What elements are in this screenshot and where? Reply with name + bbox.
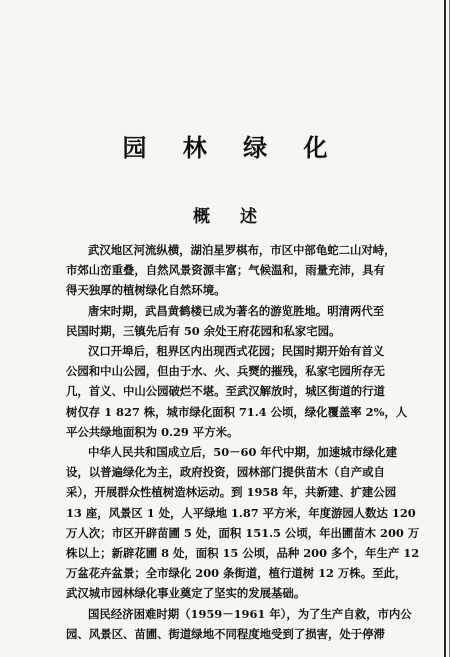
text-line: 平公共绿地面积为 0.29 平方米。	[66, 424, 239, 439]
paragraph	[66, 442, 420, 604]
paragraph	[66, 341, 408, 442]
text-line: 万人次；市区开辟苗圃 5 处，面积 151.5 公顷，年出圃苗木 200 万	[66, 525, 420, 540]
text-line: 武汉地区河流纵横，湖泊星罗棋布，市区中部龟蛇二山对峙，	[88, 243, 396, 257]
text-line: 民国时期，三镇先后有 50 余处王府花园和私家宅园。	[66, 323, 341, 338]
text-line: 国民经济困难时期（1959－1961 年），为了生产自救，市内公	[88, 606, 412, 621]
text-line: 市郊山峦重叠，自然风景资源丰富；气候温和，雨量充沛，具有	[66, 263, 385, 278]
text-line: 万盆花卉盆景；全市绿化 200 条街道，植行道树 12 万株。至此，	[66, 566, 407, 581]
text-line: 13 座，风景区 1 处，人平绿地 1.87 平方米，年度游园人数达 120	[66, 505, 416, 520]
text-line: 园、风景区、苗圃、街道绿地不同程度地受到了损害，处于停滞	[66, 626, 385, 641]
body-text	[66, 240, 420, 644]
chapter-title: 园 林 绿 化	[122, 133, 342, 162]
text-line: 树仅存 1 827 株，城市绿化面积 71.4 公顷，绿化覆盖率 2%，人	[66, 404, 408, 419]
text-line: 设，以普遍绿化为主，政府投资，园林部门提供苗木（自产或自	[66, 465, 385, 480]
paragraph	[66, 301, 386, 341]
text-line: 株以上；新辟花圃 8 处，面积 15 公顷，品种 200 多个，年生产 12	[66, 546, 420, 561]
text-line: 唐宋时期，武昌黄鹤楼已成为著名的游览胜地。明清两代至	[88, 303, 385, 318]
text-line: 得天独厚的植树绿化自然环境。	[66, 283, 226, 298]
text-line: 几，首义、中山公园破烂不堪。至武汉解放时，城区街道的行道	[66, 384, 385, 399]
text-line: 汉口开埠后，租界区内出现西式花园；民国时期开始有首义	[88, 344, 385, 359]
paragraph	[66, 604, 412, 644]
paragraph	[66, 240, 396, 301]
text-line: 采），开展群众性植树造林运动。到 1958 年，共新建、扩建公园	[66, 485, 397, 500]
text-line: 中华人民共和国成立后，50－60 年代中期，加速城市绿化建	[88, 445, 398, 460]
page-edge	[444, 0, 446, 657]
text-line: 武汉城市园林绿化事业奠定了坚实的发展基础。	[66, 586, 306, 601]
text-line: 公园和中山公园，但由于水、火、兵燹的摧残，私家宅园所存无	[66, 364, 385, 379]
section-title: 概 述	[193, 207, 269, 227]
